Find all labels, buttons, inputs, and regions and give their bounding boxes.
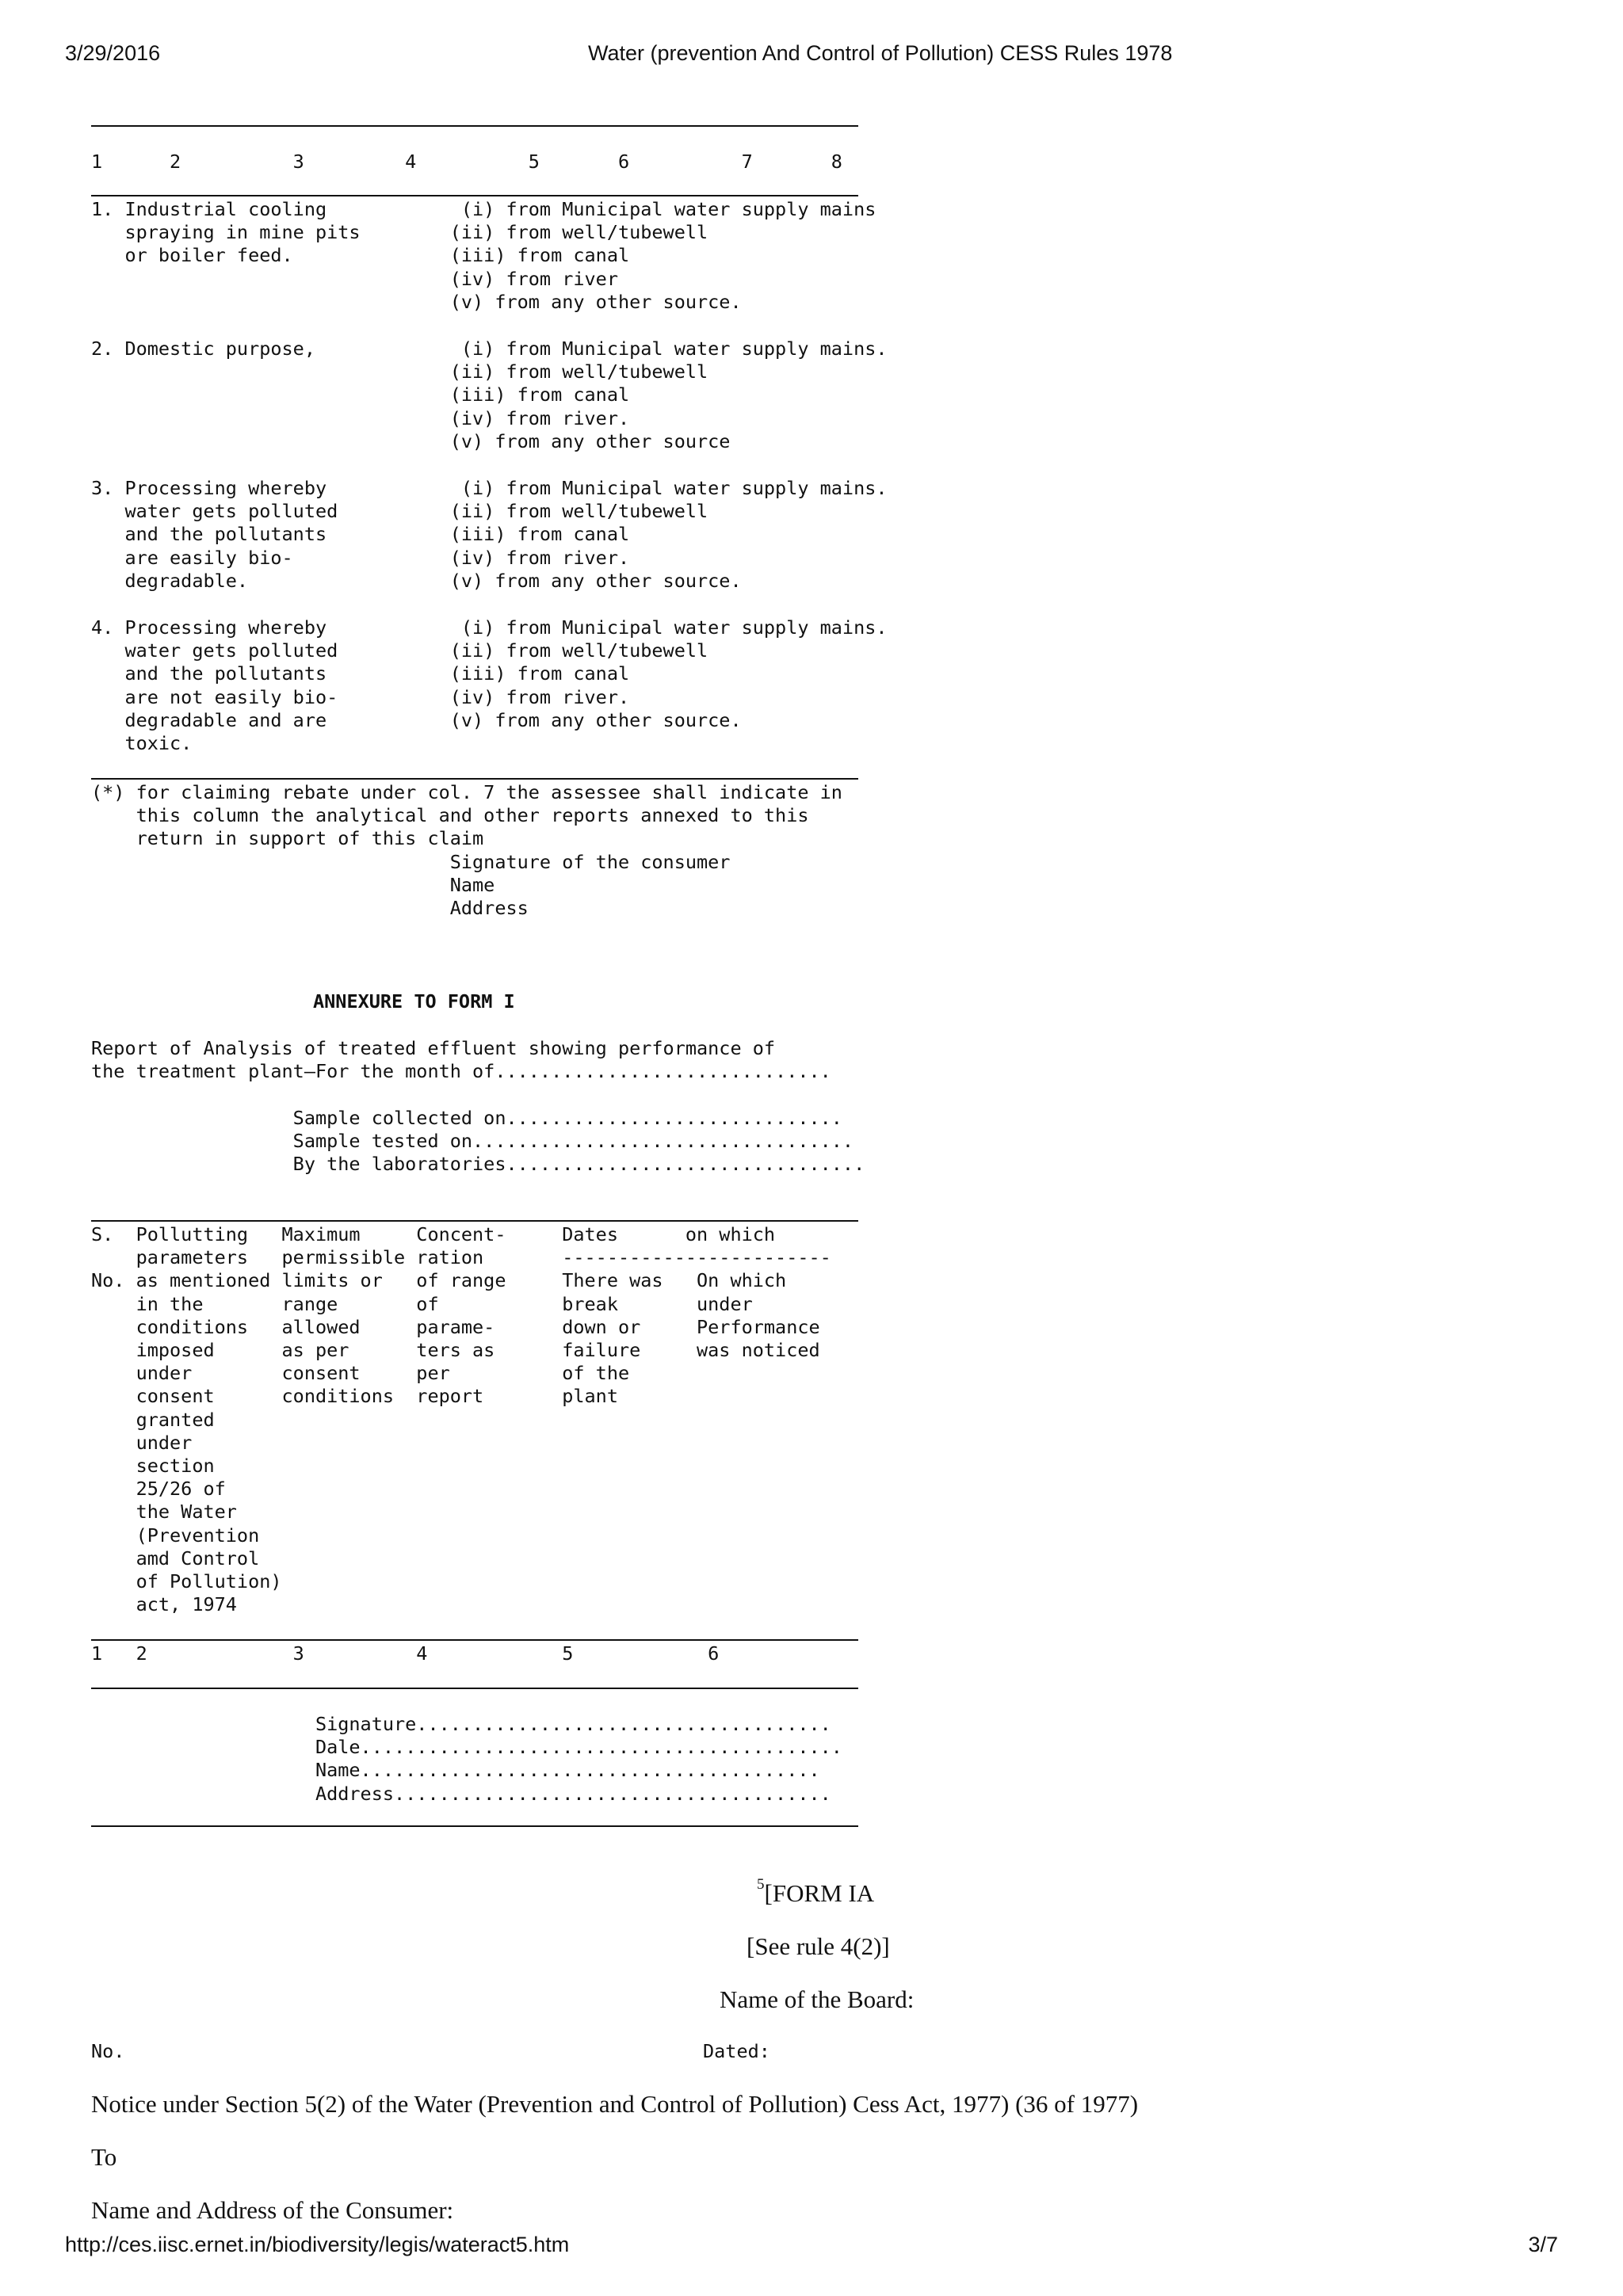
table-row: 2. Domestic purpose, (i) from Municipal water supply mains. (ii) from well/tubewell (iii) from canal (iv) from river. (v) from any other source <box>91 338 888 452</box>
table-row: 4. Processing whereby (i) from Municipal water supply mains. water gets polluted (ii) from well/tubewell and the pollutants (iii) from canal are not easily bio- (iv) from river. degradable and are (v) from any other source. toxic. <box>91 616 888 755</box>
table-bottom-rule <box>91 778 858 780</box>
print-url: http://ces.iisc.ernet.in/biodiversity/legis/wateract5.htm <box>65 2233 570 2256</box>
dated-label: Dated: <box>703 2040 770 2062</box>
table-top-rule <box>91 125 858 127</box>
table-row: 1. Industrial cooling (i) from Municipal water supply mains spraying in mine pits (ii) from well/tubewell or boiler feed. (iii) from canal (iv) from river (v) from any other source. <box>91 198 876 313</box>
form-ia-title: $^5$[FORM IA <box>757 1876 875 1907</box>
table-row: 3. Processing whereby (i) from Municipal water supply mains. water gets polluted (ii) from well/tubewell and the pollutants (iii) from canal are easily bio- (iv) from river. degradable. (v) from any other source. <box>91 477 888 592</box>
annexure-table-header: S. Pollutting Maximum Concent- Dates on which parameters permissible ration ------------------------ No. as mentioned limits or of range There was On which in the range of break under conditions allowed parame- down or Performance imposed as per ters as failure was noticed under consent per of the consent conditions report plant granted under section 25/26 of the Water (Prevention amd Control of Pollution) act, 1974 <box>91 1223 831 1616</box>
annexure-header-rule <box>91 1639 858 1641</box>
sample-details: Sample collected on.............................. Sample tested on.................................. By the laboratories................................ <box>292 1107 865 1176</box>
board-name-label: Name of the Board: <box>720 1985 915 2013</box>
annexure-bottom-rule <box>91 1825 858 1827</box>
footnote-ref: 5 <box>757 1876 765 1893</box>
print-date: 3/29/2016 <box>65 41 161 65</box>
annexure-intro: Report of Analysis of treated effluent showing performance of the treatment plant—For the month of.............................. <box>91 1037 831 1083</box>
annexure-signature-block: Signature..................................... Dale........................................... Name......................................... Address....................................... <box>315 1713 842 1805</box>
table-header-rule <box>91 195 858 196</box>
form-ia-rule: [See rule 4(2)] <box>747 1932 890 1960</box>
notice-heading: Notice under Section 5(2) of the Water (Prevention and Control of Pollution) Cess Act, 1977) (36 of 1977) <box>91 2090 1139 2118</box>
annexure-column-numbers: 1 2 3 4 5 6 <box>91 1642 720 1665</box>
print-title: Water (prevention And Control of Pollution) CESS Rules 1978 <box>588 41 1173 65</box>
annexure-title: ANNEXURE TO FORM I <box>313 990 515 1013</box>
consumer-label: Name and Address of the Consumer: <box>91 2196 454 2224</box>
form-footnote: (*) for claiming rebate under col. 7 the assessee shall indicate in this column the analytical and other reports annexed to this return in support of this claim Signature of the consumer Name Address <box>91 781 842 920</box>
form-column-numbers: 1 2 3 4 5 6 7 8 <box>91 151 842 173</box>
page-number: 3/7 <box>1528 2233 1558 2256</box>
to-label: To <box>91 2143 117 2171</box>
annexure-numbers-rule <box>91 1688 858 1689</box>
annexure-table-top-rule <box>91 1220 858 1222</box>
no-label: No. <box>91 2040 125 2062</box>
